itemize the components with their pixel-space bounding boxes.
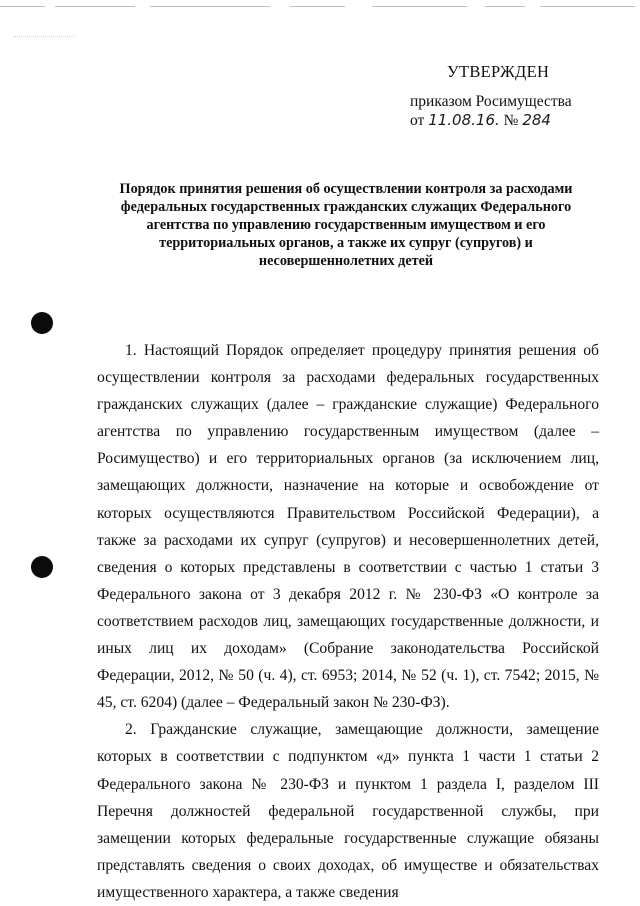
approval-order-details — [410, 111, 572, 130]
scan-artifact-marks — [0, 32, 640, 46]
approval-order-block — [410, 92, 572, 130]
paragraph-2: 2. Гражданские служащие, замещающие должности, замещение которых в соответствии с подпунктом «д» пункта 1 части 1 статьи 2 Федерального закона № 230-ФЗ и пунктом 1 раздела I, разделом III Перечня должностей федеральной государственной службы, при замещении которых федеральные государственные служащие обязаны представлять сведения о своих доходах, об имуществе и обязательствах имущественного характера, а также сведения — [97, 721, 599, 901]
document-title: Порядок принятия решения об осуществлении контроля за расходами федеральных государственных гражданских служащих Федерального агентства по управлению государственным имуществом и его территориальных органов, а также их супруг (супругов) и несовершеннолетних детей — [119, 181, 573, 269]
order-number-handwritten: 284 — [522, 111, 551, 129]
order-date-prefix: от — [410, 112, 425, 129]
punch-hole-bottom — [31, 556, 53, 578]
scan-artifact-top — [0, 0, 640, 16]
approval-stamp-heading: УТВЕРЖДЕН — [447, 62, 550, 81]
approval-order-issuer: приказом Росимущества — [410, 93, 572, 110]
paragraph-1: 1. Настоящий Порядок определяет процедуру принятия решения об осуществлении контроля за расходами федеральных государственных гражданских служащих (далее – гражданские служащие) Федерального агентства по управлению государственным имуществом (далее – Росимущество) и его территориальных органов (за исключением лиц, замещающих должности, назначение на которые и освобождение от которых осуществляются Правительством Российской Федерации), а также за расходами их супруг (супругов) и несовершеннолетних детей, сведения о которых представлены в соответствии с частью 1 статьи 3 Федерального закона от 3 декабря 2012 г. № 230-ФЗ «О контроле за соответствием расходов лиц, замещающих государственные должности, и иных лиц их доходам» (Собрание законодательства Российской Федерации, 2012, № 50 (ч. 4), ст. 6953; 2014, № 52 (ч. 1), ст. 7542; 2015, № 45, ст. 6204) (далее – Федеральный закон № 230-ФЗ). — [97, 342, 599, 712]
punch-hole-top — [31, 312, 53, 334]
order-date-handwritten: 11.08.16. — [428, 111, 500, 129]
document-body — [97, 337, 599, 906]
order-number-prefix: № — [503, 112, 519, 129]
